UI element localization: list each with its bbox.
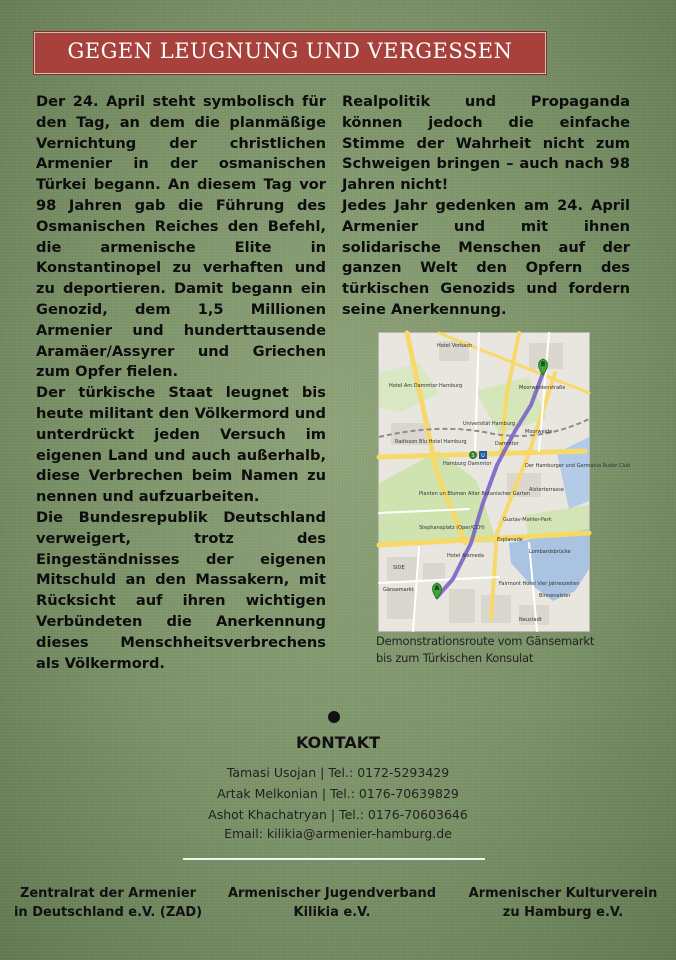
marker-a-label: A [434,585,440,592]
org-line: in Deutschland e.V. (ZAD) [13,905,203,920]
map-caption-line: bis zum Türkischen Konsulat [376,651,534,665]
svg-text:S: S [471,453,475,459]
map-label: Planten un Blomen Alter Botanischer Garten [419,491,530,497]
title-banner [34,32,546,74]
map-label: Dammtor [495,441,519,447]
page-title: GEGEN LEUGNUNG UND VERGESSEN [67,39,513,63]
water-aussenalster [557,437,589,509]
map-label: Gänsemarkt [383,587,414,593]
right-text-column [342,92,630,321]
contact-line: Tamasi Usojan | Tel.: 0172-5293429 [226,765,450,780]
map-label: Esplanade [497,537,523,543]
map-label: Moorweidenstraße [519,385,566,391]
paragraph-truth: Realpolitik und Propaganda können jedoch die einfache Stimme der Wahrheit nicht zum Schweigen bringen – auch nach 98 Jahren nicht! [342,93,630,194]
org-zad [2,884,214,922]
svg-text:U: U [481,453,485,459]
org-line: Armenischer Kulturverein [468,886,658,901]
map-label: Hamburg Dammtor [443,461,492,467]
map-label: Moorweide [525,429,553,435]
org-line: zu Hamburg e.V. [502,905,624,920]
map-label: Der Hamburger und Germania Ruder Club [525,463,631,469]
org-kulturverein [452,884,674,922]
paragraph-germany: Die Bundesrepublik Deutschland verweigert, trotz des Eingeständnisses der eigenen Mitschuld an den Massakern, mit Rücksicht auf ihren wichtigen Verbündeten die Anerkennung dieses Menschheitsverbrechens als Völkermord. [36,508,326,672]
map-label: Neustadt [519,617,542,623]
map-label: Hotel Vorbach [437,343,473,349]
map-label: Lombardsbrücke [529,549,571,555]
map-label: Radisson Blu Hotel Hamburg [395,439,467,445]
route-map-svg [379,333,631,631]
paragraph-denial: Der türkische Staat leugnet bis heute militant den Völkermord und unterdrückt jeden Versuch im eigenen Land und auch außerhalb, diese Verbrechen beim Namen zu nennen und aufzuarbeiten. [36,384,326,506]
map-label: Gustav-Mahler-Park [503,517,552,523]
route-map [378,332,631,632]
contact-line: Artak Melkonian | Tel.: 0176-70639829 [217,786,459,801]
contact-email: Email: kilikia@armenier-hamburg.de [224,826,452,841]
map-label: Universität Hamburg [463,421,516,427]
map-label: Hotel Am Dammtor Hamburg [389,383,463,389]
paragraph-history: Der 24. April steht symbolisch für den Tag, an dem die planmäßige Vernichtung der christlichen Armenier in der osmanischen Türkei begann. An diesem Tag vor 98 Jahren gab die Führung des Osmanischen Reiches den Befehl, die armenische Elite in Konstantinopel zu verhaften und zu deportieren. Damit begann ein Genozid, dem 1,5 Millionen Armenier und hunderttausende Aramäer/Assyrer und Griechen zum Opfer fielen. [36,93,326,381]
map-label: SIDE [393,565,405,571]
map-caption-line: Demonstrationsroute vom Gänsemarkt [376,634,595,648]
org-kilikia [216,884,448,922]
footer-divider [183,858,485,860]
map-label: Hotel Alameda [447,553,484,559]
map-label: Fairmont Hotel Vier Jahreszeiten [499,581,580,587]
marker-b-label: B [540,361,546,368]
paragraph-remembrance: Jedes Jahr gedenken am 24. April Armenier und mit ihnen solidarische Menschen auf der ganzen Welt den Opfern des türkischen Genozids und fordern seine Anerkennung. [342,196,630,318]
contact-heading: KONTAKT [295,733,381,752]
org-line: Zentralrat der Armenier [19,886,197,901]
map-label: Stephansplatz (Oper/CCH) [419,525,485,531]
map-caption [376,633,636,667]
left-text-column [36,92,326,674]
org-line: Kilikia e.V. [293,905,371,920]
contact-line: Ashot Khachatryan | Tel.: 0176-70603646 [208,807,468,822]
bullet-dot-icon [328,711,340,723]
map-label: Alsterterrasse [529,487,564,493]
map-label: Binnenalster [539,593,571,599]
marker-a-icon [433,583,442,599]
org-line: Armenischer Jugendverband [227,886,437,901]
